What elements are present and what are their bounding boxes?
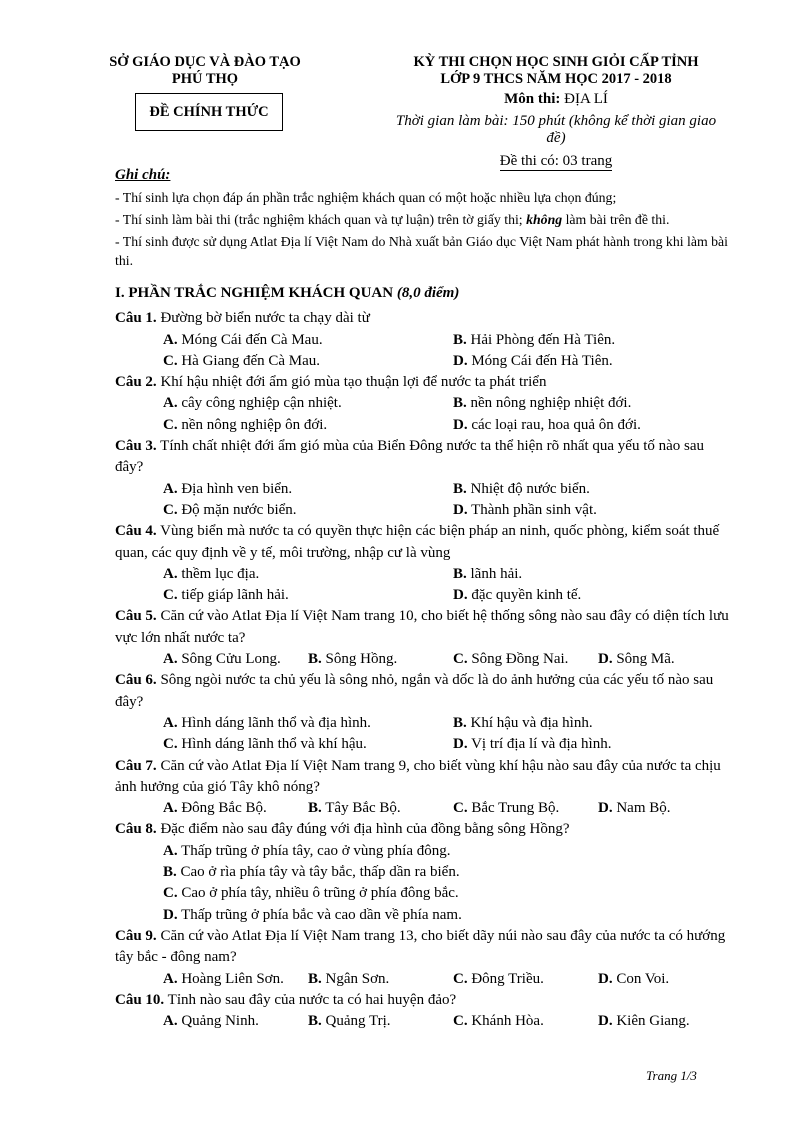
- answer-options: [163, 969, 735, 990]
- question-list: [115, 308, 735, 1032]
- option-text: Móng Cái đến Hà Tiên.: [471, 352, 613, 369]
- option-letter: D.: [598, 651, 613, 668]
- answer-option: [453, 734, 743, 755]
- option-letter: A.: [163, 331, 178, 348]
- answer-options: [163, 1011, 735, 1032]
- option-text: Nam Bộ.: [616, 800, 671, 817]
- option-letter: A.: [163, 565, 178, 582]
- question-number: Câu 6.: [115, 672, 157, 689]
- section-points: (8,0 điểm): [396, 285, 460, 301]
- option-letter: A.: [163, 714, 178, 731]
- answer-option: [453, 713, 743, 734]
- answer-options: [163, 649, 735, 670]
- option-text: nền nông nghiệp ôn đới.: [181, 416, 328, 433]
- answer-option: [453, 415, 743, 436]
- question-number: Câu 1.: [115, 310, 157, 327]
- question-number: Câu 5.: [115, 608, 157, 625]
- answer-option: [163, 649, 308, 670]
- answer-option: [163, 798, 308, 819]
- question-stem: [115, 436, 735, 479]
- question-stem: [115, 819, 735, 840]
- question-text: Tỉnh nào sau đây của nước ta có hai huyện đảo?: [167, 991, 457, 1008]
- option-letter: D.: [598, 1013, 613, 1030]
- answer-options: [163, 841, 735, 926]
- answer-option: [163, 479, 453, 500]
- option-text: Hình dáng lãnh thổ và khí hậu.: [181, 736, 367, 753]
- option-text: Đông Bắc Bộ.: [181, 800, 267, 817]
- option-letter: A.: [163, 480, 178, 497]
- official-label: ĐỀ CHÍNH THỨC: [149, 103, 269, 120]
- option-letter: A.: [163, 800, 178, 817]
- option-text: Hình dáng lãnh thổ và địa hình.: [181, 714, 371, 731]
- option-letter: D.: [453, 352, 468, 369]
- answer-option: [308, 1011, 453, 1032]
- question-text: Đặc điểm nào sau đây đúng với địa hình của đồng bằng sông Hồng?: [160, 821, 570, 838]
- province-name: PHÚ THỌ: [171, 71, 239, 87]
- option-text: Sông Cửu Long.: [181, 651, 281, 668]
- note-line-2-c: làm bài trên đề thi.: [565, 212, 670, 227]
- option-letter: D.: [598, 800, 613, 817]
- note-line-1: - Thí sinh lựa chọn đáp án phần trắc nghiệm khách quan có một hoặc nhiều lựa chọn đúng;: [115, 190, 617, 205]
- answer-option: [598, 969, 743, 990]
- answer-option: [163, 713, 453, 734]
- question-10: [115, 990, 735, 1033]
- question-number: Câu 7.: [115, 757, 157, 774]
- option-letter: C.: [453, 970, 468, 987]
- option-letter: C.: [453, 651, 468, 668]
- department-header: [100, 54, 310, 88]
- question-section: [115, 283, 735, 1032]
- answer-option: [163, 969, 308, 990]
- question-2: [115, 372, 735, 436]
- option-text: cây công nghiệp cận nhiệt.: [181, 395, 342, 412]
- question-7: [115, 756, 735, 820]
- option-text: Tây Bắc Bộ.: [325, 800, 401, 817]
- answer-option: [598, 649, 743, 670]
- option-text: các loại rau, hoa quả ôn đới.: [471, 416, 641, 433]
- option-text: Thấp trũng ở phía bắc và cao dần về phía nam.: [181, 906, 462, 923]
- question-number: Câu 9.: [115, 927, 157, 944]
- section-title: [115, 283, 735, 304]
- answer-option: [163, 1011, 308, 1032]
- question-text: Khí hậu nhiệt đới ẩm gió mùa tạo thuận lợi để nước ta phát triển: [160, 374, 547, 391]
- option-letter: A.: [163, 970, 178, 987]
- note-line-3: - Thí sinh được sử dụng Atlat Địa lí Việt Nam do Nhà xuất bản Giáo dục Việt Nam phát hành trong khi làm bài thi.: [115, 234, 728, 268]
- option-letter: B.: [453, 480, 467, 497]
- answer-option: [308, 649, 453, 670]
- answer-options: [163, 798, 735, 819]
- answer-options: [163, 330, 735, 373]
- option-letter: A.: [163, 842, 178, 859]
- question-text: Sông ngòi nước ta chủ yếu là sông nhỏ, ngắn và dốc là do ảnh hưởng của các yếu tố nào sau đây?: [115, 672, 714, 710]
- option-text: Ngân Sơn.: [325, 970, 390, 987]
- option-letter: C.: [163, 416, 178, 433]
- exam-grade-year: LỚP 9 THCS NĂM HỌC 2017 - 2018: [440, 71, 672, 87]
- option-letter: A.: [163, 395, 178, 412]
- answer-option: [163, 564, 453, 585]
- answer-option: [453, 330, 743, 351]
- notes-block: [115, 166, 735, 270]
- subject-value: ĐỊA LÍ: [564, 91, 608, 107]
- answer-option: [453, 500, 743, 521]
- option-text: Bắc Trung Bộ.: [471, 800, 560, 817]
- question-number: Câu 10.: [115, 991, 165, 1008]
- option-text: nền nông nghiệp nhiệt đới.: [470, 395, 632, 412]
- question-9: [115, 926, 735, 990]
- option-text: Hoàng Liên Sơn.: [181, 970, 284, 987]
- option-letter: B.: [453, 565, 467, 582]
- answer-options: [163, 713, 735, 756]
- option-text: Khí hậu và địa hình.: [470, 714, 593, 731]
- option-letter: B.: [163, 864, 177, 881]
- question-number: Câu 3.: [115, 438, 157, 455]
- question-text: Căn cứ vào Atlat Địa lí Việt Nam trang 13, cho biết dãy núi nào sau đây của nước ta có hướng tây bắc - đông nam?: [115, 927, 726, 966]
- option-letter: C.: [163, 587, 178, 604]
- question-3: [115, 436, 735, 521]
- option-letter: B.: [308, 651, 322, 668]
- option-letter: D.: [453, 587, 468, 604]
- answer-option: [163, 393, 453, 414]
- option-letter: B.: [308, 970, 322, 987]
- answer-option: [453, 649, 598, 670]
- option-text: Sông Hồng.: [325, 651, 398, 668]
- answer-option: [163, 841, 735, 862]
- question-text: Căn cứ vào Atlat Địa lí Việt Nam trang 9, cho biết vùng khí hậu nào sau đây của nước ta chịu ảnh hưởng của gió Tây khô nóng?: [115, 757, 721, 795]
- answer-option: [308, 798, 453, 819]
- question-stem: [115, 521, 735, 564]
- option-text: Đông Triều.: [471, 970, 544, 987]
- option-text: thềm lục địa.: [181, 565, 260, 582]
- option-text: Sông Đồng Nai.: [471, 651, 569, 668]
- pages-note-text: Đề thi có: 03 trang: [499, 153, 613, 169]
- answer-option: [163, 330, 453, 351]
- option-text: Cao ở rìa phía tây và tây bắc, thấp dần ra biển.: [180, 864, 460, 881]
- option-text: tiếp giáp lãnh hải.: [181, 587, 289, 604]
- answer-option: [453, 798, 598, 819]
- option-letter: C.: [163, 885, 178, 902]
- exam-header: [390, 54, 722, 170]
- question-number: Câu 2.: [115, 374, 157, 391]
- option-text: đặc quyền kinh tế.: [471, 587, 582, 604]
- option-letter: C.: [163, 736, 178, 753]
- answer-options: [163, 479, 735, 522]
- question-stem: [115, 926, 735, 969]
- option-text: Thấp trũng ở phía tây, cao ở vùng phía đông.: [181, 842, 451, 859]
- question-6: [115, 670, 735, 755]
- option-text: Kiên Giang.: [616, 1013, 690, 1030]
- answer-options: [163, 393, 735, 436]
- option-letter: D.: [453, 736, 468, 753]
- subject-label: Môn thi:: [504, 91, 561, 107]
- answer-option: [453, 585, 743, 606]
- answer-option: [163, 351, 453, 372]
- note-line-2: [115, 210, 735, 229]
- question-stem: [115, 308, 735, 329]
- option-letter: A.: [163, 651, 178, 668]
- question-text: Căn cứ vào Atlat Địa lí Việt Nam trang 10, cho biết hệ thống sông nào sau đây có diện tích lưu vực lớn nhất nước ta?: [115, 608, 729, 646]
- question-number: Câu 8.: [115, 821, 157, 838]
- question-1: [115, 308, 735, 372]
- option-letter: C.: [163, 501, 178, 518]
- option-letter: D.: [163, 906, 178, 923]
- answer-option: [163, 585, 453, 606]
- question-4: [115, 521, 735, 606]
- question-stem: [115, 372, 735, 393]
- option-text: Nhiệt độ nước biển.: [470, 480, 590, 497]
- question-text: Đường bờ biển nước ta chạy dài từ: [160, 310, 370, 327]
- option-letter: D.: [453, 501, 468, 518]
- answer-option: [453, 1011, 598, 1032]
- option-letter: B.: [308, 1013, 322, 1030]
- option-text: Vị trí địa lí và địa hình.: [471, 736, 612, 753]
- section-title-text: I. PHẦN TRẮC NGHIỆM KHÁCH QUAN: [115, 285, 394, 301]
- answer-option: [163, 734, 453, 755]
- answer-option: [453, 393, 743, 414]
- question-text: Vùng biển mà nước ta có quyền thực hiện các biện pháp an ninh, quốc phòng, kiểm soát thuế quan, các quy định về y tế, môi trường, nhập cư là vùng: [115, 523, 720, 561]
- note-line-2-a: - Thí sinh làm bài thi (trắc nghiệm khách quan và tự luận) trên tờ giấy thi;: [115, 212, 523, 227]
- question-number: Câu 4.: [115, 523, 157, 540]
- option-text: Cao ở phía tây, nhiều ô trũng ở phía đông bắc.: [181, 885, 459, 902]
- page-number: Trang 1/3: [646, 1068, 697, 1083]
- answer-option: [163, 905, 735, 926]
- official-exam-stamp: [135, 93, 283, 131]
- question-5: [115, 606, 735, 670]
- option-text: lãnh hải.: [470, 565, 523, 582]
- option-letter: C.: [453, 1013, 468, 1030]
- option-text: Quảng Ninh.: [181, 1013, 259, 1030]
- option-text: Khánh Hòa.: [471, 1013, 544, 1030]
- question-stem: [115, 606, 735, 649]
- answer-option: [163, 883, 735, 904]
- option-letter: C.: [453, 800, 468, 817]
- option-letter: B.: [453, 395, 467, 412]
- answer-option: [598, 798, 743, 819]
- option-text: Sông Mã.: [616, 651, 675, 668]
- department-name: SỞ GIÁO DỤC VÀ ĐÀO TẠO: [109, 54, 301, 70]
- question-stem: [115, 756, 735, 799]
- option-text: Móng Cái đến Cà Mau.: [181, 331, 323, 348]
- option-text: Địa hình ven biển.: [181, 480, 293, 497]
- option-text: Hà Giang đến Cà Mau.: [181, 352, 321, 369]
- option-letter: B.: [453, 714, 467, 731]
- option-text: Con Voi.: [616, 970, 670, 987]
- question-text: Tính chất nhiệt đới ẩm gió mùa của Biển Đông nước ta thể hiện rõ nhất qua yếu tố nào sau đây?: [115, 438, 705, 476]
- time-note: Thời gian làm bài: 150 phút (không kể thời gian giao đề): [395, 113, 717, 146]
- option-text: Độ mặn nước biển.: [181, 501, 297, 518]
- option-text: Quảng Trị.: [325, 1013, 391, 1030]
- option-text: Thành phần sinh vật.: [471, 501, 597, 518]
- answer-option: [598, 1011, 743, 1032]
- note-line-2-emphasis: không: [526, 212, 563, 227]
- answer-option: [163, 862, 735, 883]
- option-letter: B.: [453, 331, 467, 348]
- question-stem: [115, 990, 735, 1011]
- question-stem: [115, 670, 735, 713]
- exam-title: KỲ THI CHỌN HỌC SINH GIỎI CẤP TỈNH: [413, 54, 699, 70]
- answer-option: [308, 969, 453, 990]
- exam-subject: [390, 91, 722, 108]
- answer-option: [453, 351, 743, 372]
- option-text: Hải Phòng đến Hà Tiên.: [470, 331, 616, 348]
- answer-option: [163, 500, 453, 521]
- option-letter: C.: [163, 352, 178, 369]
- notes-title: Ghi chú:: [115, 167, 171, 183]
- answer-option: [453, 969, 598, 990]
- answer-option: [163, 415, 453, 436]
- option-letter: D.: [453, 416, 468, 433]
- answer-option: [453, 479, 743, 500]
- answer-options: [163, 564, 735, 607]
- option-letter: D.: [598, 970, 613, 987]
- option-letter: B.: [308, 800, 322, 817]
- option-letter: A.: [163, 1013, 178, 1030]
- answer-option: [453, 564, 743, 585]
- question-8: [115, 819, 735, 925]
